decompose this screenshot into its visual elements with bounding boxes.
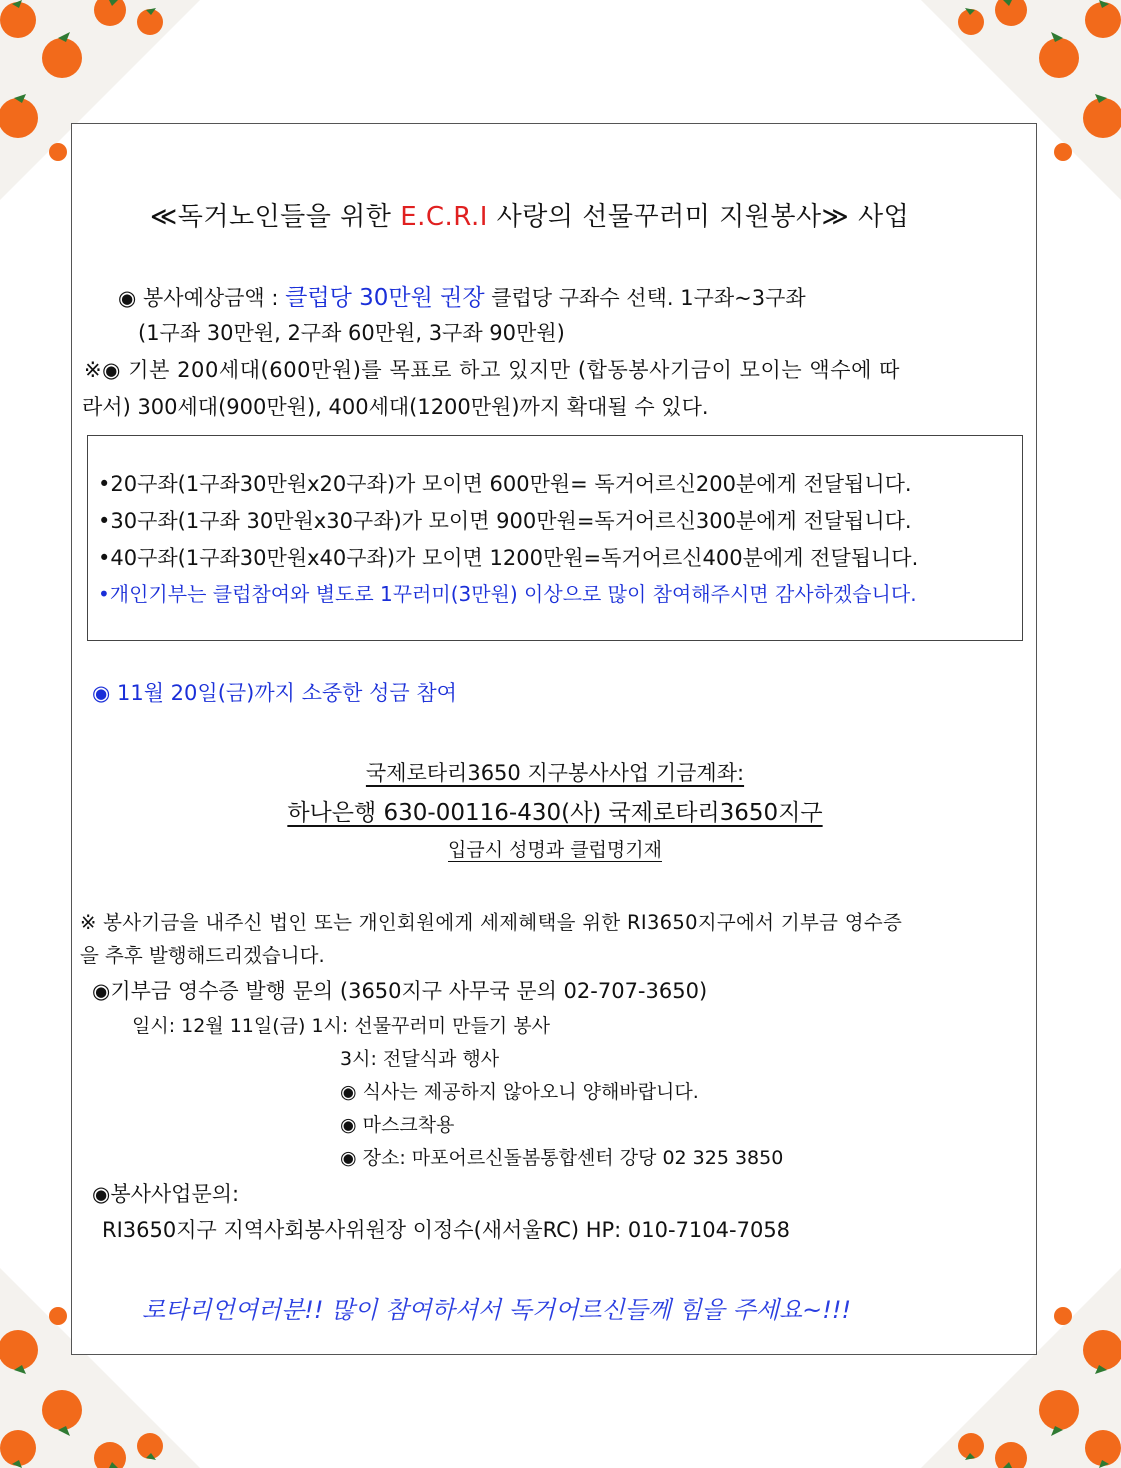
receipt-inquiry: ◉기부금 영수증 발행 문의 (3650지구 사무국 문의 02-707-3650) <box>92 979 708 1003</box>
title-suffix: 사랑의 선물꾸러미 지원봉사≫ 사업 <box>487 202 910 232</box>
amount-bullet: ◉ 봉사예상금액 : <box>118 286 286 310</box>
title-highlight: E.C.R.I <box>400 202 488 232</box>
schedule-ceremony: 3시: 전달식과 행사 <box>340 1048 500 1070</box>
title-prefix: ≪독거노인들을 위한 <box>150 202 401 232</box>
amount-detail: (1구좌 30만원, 2구좌 60만원, 3구좌 90만원) <box>138 321 565 345</box>
account-number: 하나은행 630-00116-430(사) 국제로타리3650지구 <box>287 800 823 826</box>
flyer-sheet <box>71 123 1037 1355</box>
box-item-30: •30구좌(1구좌 30만원x30구좌)가 모이면 900만원=독거어르신300분에게 전달됩니다. <box>98 509 912 533</box>
box-item-individual: •개인기부는 클럽참여와 별도로 1꾸러미(3만원) 이상으로 많이 참여해주시면 감사하겠습니다. <box>98 582 917 606</box>
box-item-40: •40구좌(1구좌30만원x40구좌)가 모이면 1200만원=독거어르신400분에게 전달됩니다. <box>98 546 919 570</box>
account-line-2-wrap <box>72 794 1038 827</box>
amount-line <box>118 279 806 312</box>
contact-value: RI3650지구 지역사회봉사위원장 이정수(새서울RC) HP: 010-7104-7058 <box>102 1218 791 1242</box>
schedule-mask: ◉ 마스크착용 <box>340 1114 455 1136</box>
schedule-time: 일시: 12월 11일(금) 1시: 선물꾸러미 만들기 봉사 <box>132 1015 550 1037</box>
receipt-line-1: ※ 봉사기금을 내주신 법인 또는 개인회원에게 세제혜택을 위한 RI3650지구에서 기부금 영수증 <box>80 911 903 934</box>
note-line-1: ※◉ 기본 200세대(600만원)를 목표로 하고 있지만 (합동봉사기금이 모이는 액수에 따 <box>84 358 900 382</box>
account-line-1-wrap <box>72 757 1038 787</box>
amount-rest: 클럽당 구좌수 선택. 1구좌~3구좌 <box>484 286 806 310</box>
schedule-meal-note: ◉ 식사는 제공하지 않아오니 양해바랍니다. <box>340 1081 699 1103</box>
note-line-2: 라서) 300세대(900만원), 400세대(1200만원)까지 확대될 수 있다. <box>82 395 709 419</box>
account-units-box <box>87 435 1023 641</box>
receipt-line-2: 을 추후 발행해드리겠습니다. <box>80 944 325 967</box>
account-line-1: 국제로타리3650 지구봉사사업 기금계좌: <box>365 761 745 785</box>
box-item-20: •20구좌(1구좌30만원x20구좌)가 모이면 600만원= 독거어르신200분에게 전달됩니다. <box>98 472 912 496</box>
flyer-title <box>150 196 909 233</box>
amount-highlight: 클럽당 30만원 권장 <box>285 285 485 311</box>
deposit-instruction: 입금시 성명과 클럽명기재 <box>448 839 662 861</box>
deadline: ◉ 11월 20일(금)까지 소중한 성금 참여 <box>92 681 457 705</box>
schedule-location: ◉ 장소: 마포어르신돌봄통합센터 강당 02 325 3850 <box>340 1147 784 1169</box>
closing-slogan: 로타리언여러분!! 많이 참여하셔서 독거어르신들께 힘을 주세요~!!! <box>142 1296 852 1324</box>
account-line-3-wrap <box>72 835 1038 862</box>
contact-label: ◉봉사사업문의: <box>92 1182 240 1206</box>
